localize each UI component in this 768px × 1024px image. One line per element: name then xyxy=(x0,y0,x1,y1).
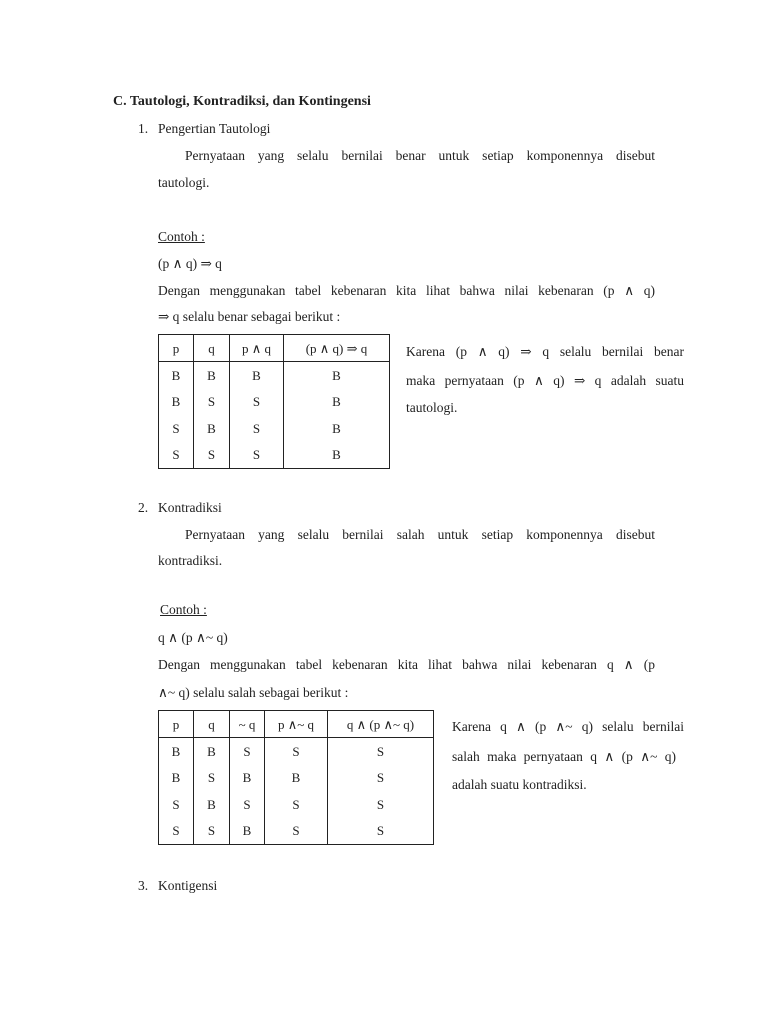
table-cell: S xyxy=(230,389,284,416)
table-cell: B xyxy=(159,765,194,792)
table-cell: S xyxy=(230,738,265,765)
table-cell: B xyxy=(265,765,328,792)
table-cell: B xyxy=(194,362,230,389)
table-header-cell: p ∧~ q xyxy=(265,711,328,738)
kontradiksi-title: Kontradiksi xyxy=(158,500,222,515)
table-cell: S xyxy=(194,765,230,792)
table-header-cell: p ∧ q xyxy=(230,335,284,362)
table-cell: B xyxy=(159,738,194,765)
table-cell: B xyxy=(230,362,284,389)
item-number-3: 3. xyxy=(138,878,149,893)
section-heading: C. Tautologi, Kontradiksi, dan Kontingensi xyxy=(113,94,371,109)
table-header-cell: (p ∧ q) ⇒ q xyxy=(284,335,390,362)
table-cell: B xyxy=(194,791,230,818)
table-row xyxy=(159,389,390,416)
kontradiksi-truth-table xyxy=(158,710,434,845)
kontradiksi-definition-line1: Pernyataan yang selalu bernilai salah untuk setiap komponennya disebut xyxy=(185,527,655,542)
table-header-cell: ~ q xyxy=(230,711,265,738)
table-cell: B xyxy=(284,362,390,389)
kontradiksi-example-label: Contoh : xyxy=(160,602,207,617)
table-cell: S xyxy=(230,442,284,469)
table-cell: B xyxy=(284,442,390,469)
table-cell: B xyxy=(159,389,194,416)
table-cell: B xyxy=(194,415,230,442)
table-cell: S xyxy=(265,738,328,765)
kontingensi-title: Kontigensi xyxy=(158,878,218,893)
table-header-cell: q xyxy=(194,335,230,362)
tautologi-example-label: Contoh : xyxy=(158,229,205,244)
table-cell: S xyxy=(159,442,194,469)
table-header-cell: q ∧ (p ∧~ q) xyxy=(328,711,434,738)
table-cell: S xyxy=(265,818,328,845)
kontradiksi-note-line1: Karena q ∧ (p ∧~ q) selalu bernilai xyxy=(452,719,684,734)
table-cell: B xyxy=(194,738,230,765)
table-header-row xyxy=(159,711,434,738)
table-cell: S xyxy=(194,389,230,416)
table-cell: S xyxy=(328,818,434,845)
table-cell: S xyxy=(328,738,434,765)
table-row xyxy=(159,791,434,818)
table-cell: S xyxy=(159,818,194,845)
item-number-1: 1. xyxy=(138,121,149,136)
table-cell: S xyxy=(194,818,230,845)
kontradiksi-note-line2: salah maka pernyataan q ∧ (p ∧~ q) xyxy=(452,749,676,764)
table-row xyxy=(159,738,434,765)
kontradiksi-explain-line2: ∧~ q) selalu salah sebagai berikut : xyxy=(158,685,349,700)
table-row xyxy=(159,818,434,845)
table-header-row xyxy=(159,335,390,362)
table-cell: B xyxy=(284,415,390,442)
tautologi-note-line1: Karena (p ∧ q) ⇒ q selalu bernilai benar xyxy=(406,344,684,359)
kontradiksi-definition-line2: kontradiksi. xyxy=(158,553,223,568)
table-cell: B xyxy=(230,818,265,845)
table-header-cell: q xyxy=(194,711,230,738)
tautologi-expression: (p ∧ q) ⇒ q xyxy=(158,256,222,271)
table-cell: S xyxy=(159,415,194,442)
kontradiksi-expression: q ∧ (p ∧~ q) xyxy=(158,630,228,645)
table-cell: B xyxy=(230,765,265,792)
table-row xyxy=(159,442,390,469)
tautologi-explain-line2: ⇒ q selalu benar sebagai berikut : xyxy=(158,309,341,324)
table-cell: S xyxy=(230,791,265,818)
table-cell: S xyxy=(194,442,230,469)
tautologi-note-line2: maka pernyataan (p ∧ q) ⇒ q adalah suatu xyxy=(406,373,684,388)
tautologi-explain-line1: Dengan menggunakan tabel kebenaran kita lihat bahwa nilai kebenaran (p ∧ q) xyxy=(158,283,655,298)
tautologi-definition-line1: Pernyataan yang selalu bernilai benar untuk setiap komponennya disebut xyxy=(185,148,655,163)
tautologi-title: Pengertian Tautologi xyxy=(158,121,271,136)
table-header-cell: p xyxy=(159,335,194,362)
item-number-2: 2. xyxy=(138,500,149,515)
table-cell: B xyxy=(284,389,390,416)
table-cell: S xyxy=(328,765,434,792)
table-cell: B xyxy=(159,362,194,389)
kontradiksi-note-line3: adalah suatu kontradiksi. xyxy=(452,777,587,792)
table-cell: S xyxy=(265,791,328,818)
kontradiksi-explain-line1: Dengan menggunakan tabel kebenaran kita lihat bahwa nilai kebenaran q ∧ (p xyxy=(158,657,655,672)
table-row xyxy=(159,415,390,442)
table-cell: S xyxy=(159,791,194,818)
tautologi-definition-line2: tautologi. xyxy=(158,175,210,190)
tautologi-truth-table xyxy=(158,334,390,469)
table-cell: S xyxy=(328,791,434,818)
table-cell: S xyxy=(230,415,284,442)
table-header-cell: p xyxy=(159,711,194,738)
table-row xyxy=(159,362,390,389)
tautologi-note-line3: tautologi. xyxy=(406,400,458,415)
table-row xyxy=(159,765,434,792)
